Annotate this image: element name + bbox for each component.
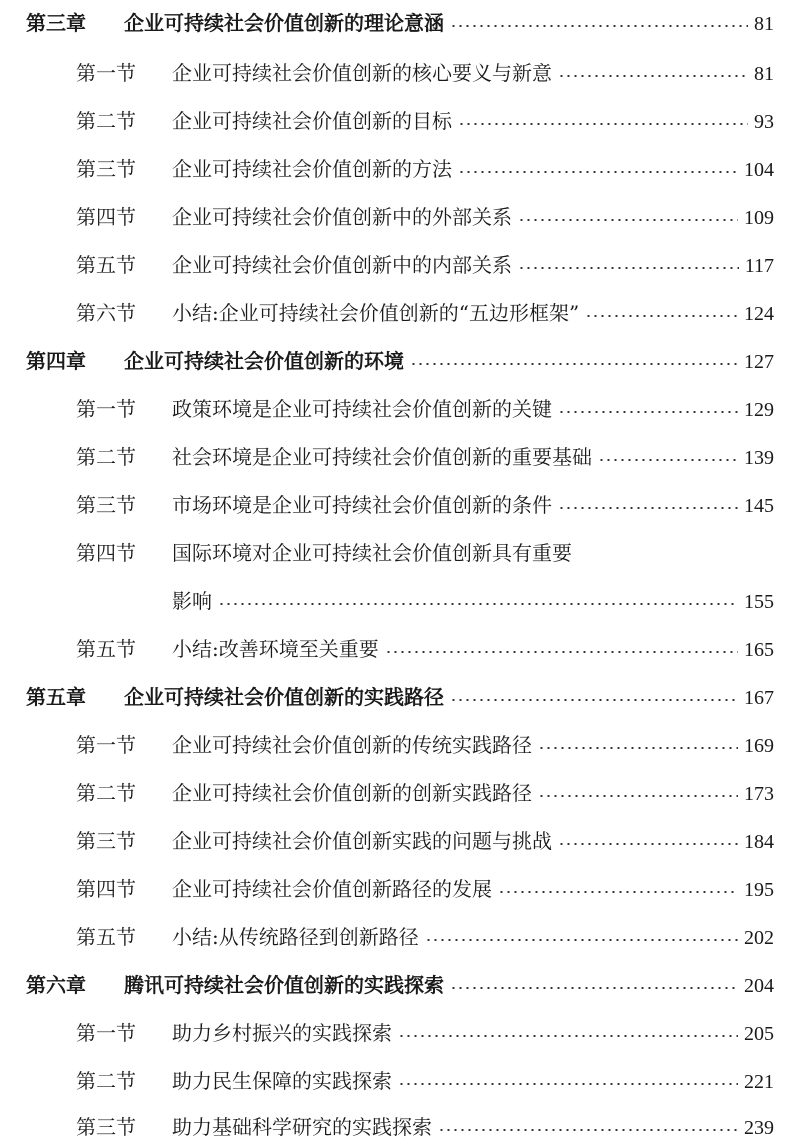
section-number: 第五节 [76, 925, 136, 949]
page-number: 129 [744, 399, 774, 421]
dot-leader [558, 75, 748, 77]
dot-leader [450, 699, 738, 701]
section-title-continued: 影响 [172, 589, 212, 613]
chapter-title: 企业可持续社会价值创新的环境 [124, 349, 404, 373]
chapter-number: 第五章 [26, 685, 86, 709]
toc-section[interactable] [76, 154, 774, 184]
section-number: 第四节 [76, 541, 136, 565]
dot-leader [458, 171, 738, 173]
dot-leader [398, 1035, 738, 1037]
section-number: 第五节 [76, 253, 136, 277]
dot-leader [558, 507, 738, 509]
section-number: 第六节 [76, 301, 136, 325]
page-number: 127 [744, 351, 774, 373]
section-title: 小结:企业可持续社会价值创新的“五边形框架” [172, 301, 580, 325]
dot-leader [385, 651, 738, 653]
section-number: 第四节 [76, 877, 136, 901]
section-number: 第三节 [76, 157, 136, 181]
section-title: 助力民生保障的实践探索 [172, 1069, 392, 1093]
page-number: 204 [744, 975, 774, 997]
toc-section[interactable] [76, 442, 774, 472]
dot-leader [518, 267, 739, 269]
page-number: 81 [754, 13, 774, 35]
page-number: 109 [744, 207, 774, 229]
chapter-number: 第四章 [26, 349, 86, 373]
section-title: 国际环境对企业可持续社会价值创新具有重要 [172, 541, 572, 565]
page-number: 221 [744, 1071, 774, 1093]
section-number: 第二节 [76, 781, 136, 805]
page-number: 145 [744, 495, 774, 517]
toc-section[interactable] [76, 730, 774, 760]
page-number: 205 [744, 1023, 774, 1045]
page-number: 195 [744, 879, 774, 901]
toc-section[interactable] [76, 538, 774, 568]
chapter-title: 企业可持续社会价值创新的实践路径 [124, 685, 444, 709]
toc-chapter-6[interactable] [26, 970, 774, 1000]
dot-leader [538, 795, 738, 797]
dot-leader [438, 1129, 738, 1131]
section-title: 企业可持续社会价值创新的创新实践路径 [172, 781, 532, 805]
page-number: 184 [744, 831, 774, 853]
dot-leader [498, 891, 738, 893]
toc-section[interactable] [76, 922, 774, 952]
dot-leader [538, 747, 738, 749]
section-number: 第一节 [76, 397, 136, 421]
page-number: 165 [744, 639, 774, 661]
section-number: 第三节 [76, 493, 136, 517]
chapter-number: 第三章 [26, 11, 86, 35]
toc-section[interactable] [76, 490, 774, 520]
section-number: 第三节 [76, 829, 136, 853]
toc-chapter-4[interactable] [26, 346, 774, 376]
page-number: 169 [744, 735, 774, 757]
section-number: 第一节 [76, 1021, 136, 1045]
toc-section[interactable] [76, 874, 774, 904]
toc-section[interactable] [76, 1112, 774, 1142]
page-number: 167 [744, 687, 774, 709]
toc-section[interactable] [76, 298, 774, 328]
section-number: 第一节 [76, 61, 136, 85]
section-title: 企业可持续社会价值创新的目标 [172, 109, 452, 133]
dot-leader [450, 987, 738, 989]
section-title: 政策环境是企业可持续社会价值创新的关键 [172, 397, 552, 421]
section-title: 社会环境是企业可持续社会价值创新的重要基础 [172, 445, 592, 469]
toc-section[interactable] [76, 202, 774, 232]
section-title: 小结:从传统路径到创新路径 [172, 925, 419, 949]
toc-section[interactable] [76, 1066, 774, 1096]
section-number: 第二节 [76, 1069, 136, 1093]
section-title: 企业可持续社会价值创新路径的发展 [172, 877, 492, 901]
section-title: 企业可持续社会价值创新的传统实践路径 [172, 733, 532, 757]
section-title: 市场环境是企业可持续社会价值创新的条件 [172, 493, 552, 517]
page-number: 202 [744, 927, 774, 949]
toc-section[interactable] [76, 394, 774, 424]
chapter-title: 腾讯可持续社会价值创新的实践探索 [124, 973, 444, 997]
page-number: 139 [744, 447, 774, 469]
page-number: 124 [744, 303, 774, 325]
toc-section[interactable] [76, 106, 774, 136]
dot-leader [425, 939, 738, 941]
chapter-number: 第六章 [26, 973, 86, 997]
dot-leader [558, 411, 738, 413]
section-number: 第一节 [76, 733, 136, 757]
section-title: 企业可持续社会价值创新的核心要义与新意 [172, 61, 552, 85]
dot-leader [458, 123, 748, 125]
page-number: 117 [744, 255, 774, 277]
section-number: 第五节 [76, 637, 136, 661]
toc-section[interactable] [76, 250, 774, 280]
section-title: 企业可持续社会价值创新中的内部关系 [172, 253, 512, 277]
page-number: 104 [744, 159, 774, 181]
section-title: 企业可持续社会价值创新实践的问题与挑战 [172, 829, 552, 853]
section-title: 企业可持续社会价值创新的方法 [172, 157, 452, 181]
toc-section[interactable] [76, 778, 774, 808]
dot-leader [218, 603, 738, 605]
section-title: 小结:改善环境至关重要 [172, 637, 379, 661]
toc-chapter-5[interactable] [26, 682, 774, 712]
dot-leader [450, 25, 748, 27]
dot-leader [585, 315, 738, 317]
dot-leader [598, 459, 738, 461]
toc-section-continuation[interactable] [172, 586, 774, 616]
page-number: 81 [754, 63, 774, 85]
section-number: 第四节 [76, 205, 136, 229]
dot-leader [558, 843, 738, 845]
toc-section[interactable] [76, 634, 774, 664]
page-number: 173 [744, 783, 774, 805]
section-number: 第二节 [76, 445, 136, 469]
page-number: 93 [754, 111, 774, 133]
section-number: 第二节 [76, 109, 136, 133]
chapter-title: 企业可持续社会价值创新的理论意涵 [124, 11, 444, 35]
section-title: 助力乡村振兴的实践探索 [172, 1021, 392, 1045]
dot-leader [398, 1083, 738, 1085]
section-title: 助力基础科学研究的实践探索 [172, 1115, 432, 1139]
dot-leader [410, 363, 738, 365]
toc-section[interactable] [76, 1018, 774, 1048]
section-title: 企业可持续社会价值创新中的外部关系 [172, 205, 512, 229]
toc-section[interactable] [76, 826, 774, 856]
toc-chapter-3[interactable] [26, 8, 774, 38]
dot-leader [518, 219, 738, 221]
section-number: 第三节 [76, 1115, 136, 1139]
page-number: 239 [744, 1117, 774, 1139]
page-number: 155 [744, 591, 774, 613]
toc-section[interactable] [76, 58, 774, 88]
